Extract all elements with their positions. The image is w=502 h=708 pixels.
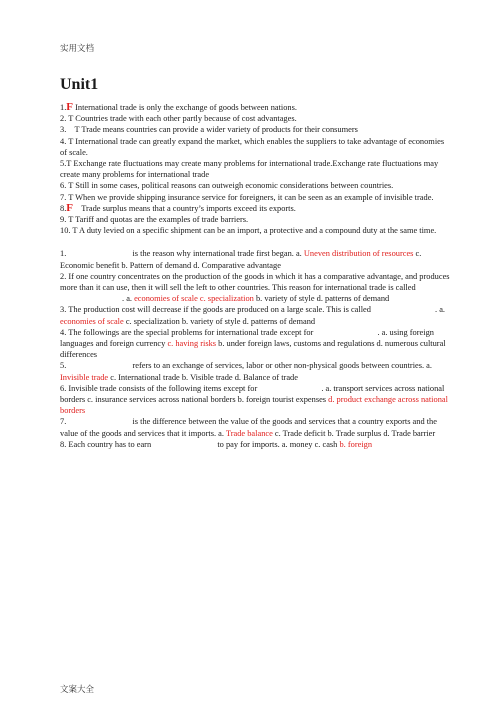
tf-item-1: 1.F International trade is only the exchange of goods between nations. (60, 101, 297, 113)
mc-item-8: 8. Each country has to earn to pay for imports. a. money c. cash b. foreign (60, 439, 373, 449)
multiple-choice-section (60, 248, 450, 450)
page-footer: 文案大全 (60, 684, 95, 694)
tf-item-10: 10. T A duty levied on a specific shipment can be an import, a protective and a compound duty at the same time. (60, 226, 437, 236)
page-header: 实用文档 (60, 43, 95, 53)
tf-item-8: 8.F Trade surplus means that a country’s imports exceed its exports. (60, 201, 296, 214)
mc-item-3: 3. The production cost will decrease if the goods are produced on a large scale. This is called . a. economies of scale c. specialization b. variety of style d. patterns of demand (60, 305, 446, 326)
true-false-section (60, 102, 450, 236)
mc-item-1: 1. is the reason why international trade first began. a. Uneven distribution of resources c. Economic benefit b. Pattern of demand d. Comparative advantage (60, 249, 422, 270)
tf-item-3: 3. T Trade means countries can provide a wider variety of products for their consumers (60, 125, 358, 135)
tf-item-9: 9. T Tariff and quotas are the examples of trade barriers. (60, 215, 249, 225)
mc-item-7: 7. is the difference between the value of the goods and services that a country exports and the value of the goods and services that it imports. a. Trade balance c. Trade deficit b. Trade surplus d. Trade barrier (60, 417, 437, 438)
tf-item-6: 6. T Still in some cases, political reasons can outweigh economic considerations between countries. (60, 181, 394, 191)
unit-title: Unit1 (60, 76, 99, 93)
tf-item-4: 4. T International trade can greatly expand the market, which enables the suppliers to take advantage of economies of scale. (60, 136, 445, 157)
mc-item-4: 4. The followings are the special problems for international trade except for . a. using foreign languages and foreign currency c. having risks b. under foreign laws, customs and regulations d. numerous cultural differences (60, 327, 446, 360)
document-body (60, 76, 450, 450)
mc-item-5: 5. refers to an exchange of services, labor or other non-physical goods between countries. a. Invisible trade c. International trade b. Visible trade d. Balance of trade (60, 361, 432, 382)
tf-item-2: 2. T Countries trade with each other partly because of cost advantages. (60, 114, 297, 124)
mc-item-6: 6. Invisible trade consists of the following items except for . a. transport services across national borders c. insurance services across national borders b. foreign tourist expenses d. product exchange across national borders (60, 383, 448, 416)
tf-item-5: 5.T Exchange rate fluctuations may create many problems for international trade.Exchange rate fluctuations may create many problems for international trade (60, 159, 439, 180)
mc-item-2: 2. If one country concentrates on the production of the goods in which it has a comparative advantage, and produces more than it can use, then it will sell the left to other countries. This reason for international trade is called . a. economies of scale c. specialization b. variety of style d. patterns of demand (60, 271, 450, 304)
tf-item-7: 7. T When we provide shipping insurance service for foreigners, it can be seen as an example of invisible trade. (60, 192, 434, 202)
